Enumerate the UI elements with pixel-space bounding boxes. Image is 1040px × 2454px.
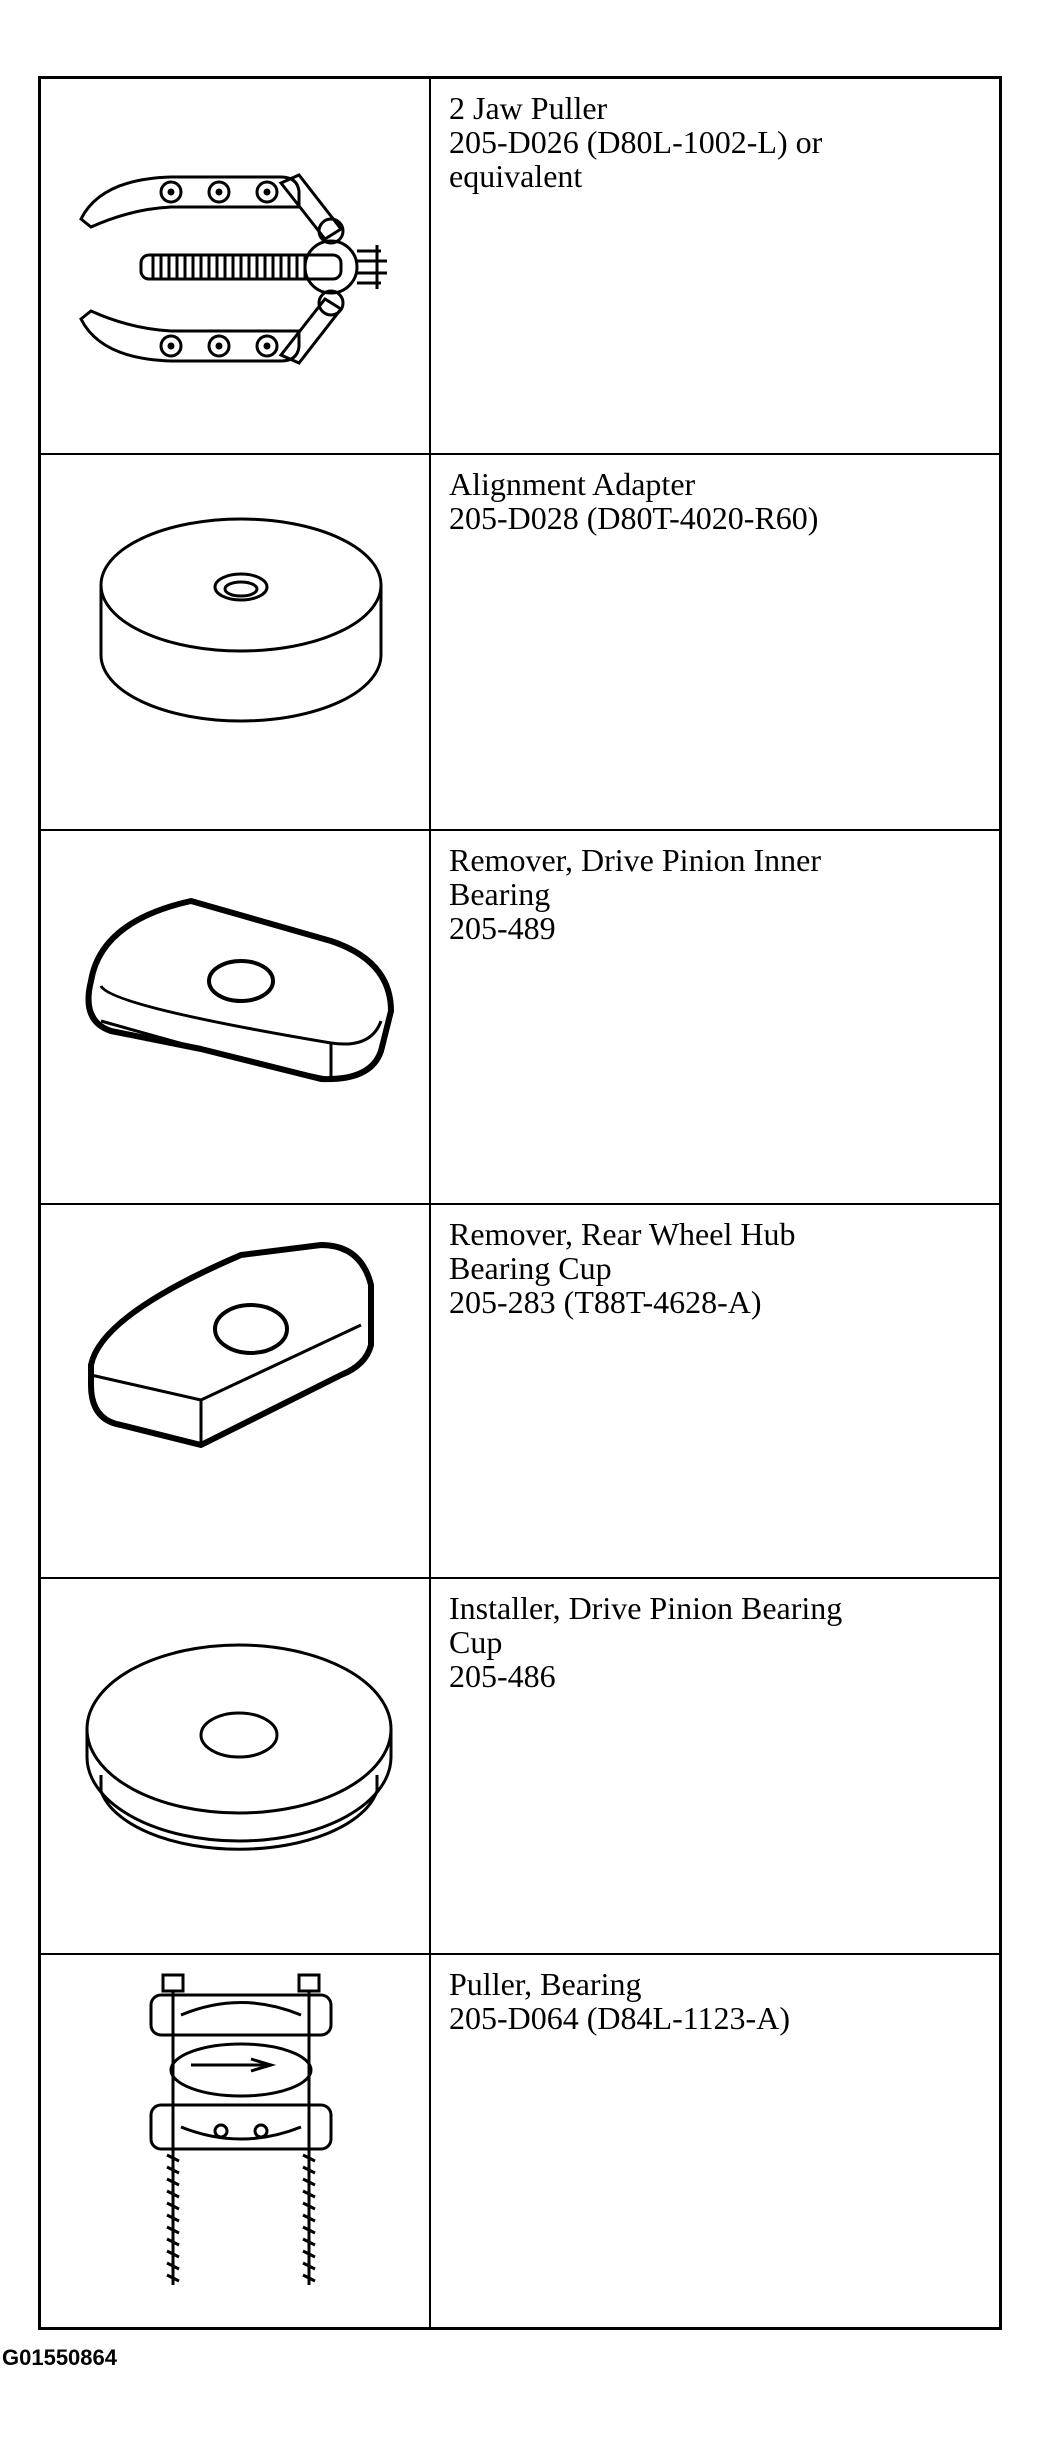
tool-number: 205-D064 (D84L-1123-A): [449, 2000, 790, 2036]
drive-pinion-bearing-cup-installer-icon: [41, 1579, 431, 1953]
special-tools-table: [38, 76, 1002, 2330]
tool-illustration-cell: [41, 1579, 431, 1953]
tool-row-two-jaw-puller: [41, 79, 999, 455]
alignment-adapter-icon: [41, 455, 431, 829]
tool-description: [449, 843, 983, 945]
tool-number: 205-D028 (D80T-4020-R60): [449, 500, 819, 536]
tool-illustration-cell: [41, 1955, 431, 2327]
rear-wheel-hub-bearing-cup-remover-icon: [41, 1205, 431, 1577]
tool-name-continued: Bearing Cup: [449, 1250, 612, 1286]
tool-description: [449, 1217, 983, 1319]
tool-row-alignment-adapter: [41, 455, 999, 831]
tool-row-drive-pinion-bearing-cup-installer: [41, 1579, 999, 1955]
tool-illustration-cell: [41, 79, 431, 453]
bearing-puller-icon: [41, 1955, 431, 2327]
tool-description: [449, 91, 983, 193]
tool-number: 205-D026 (D80L-1002-L) or: [449, 124, 823, 160]
tool-description: [449, 467, 983, 535]
tool-number: 205-489: [449, 910, 556, 946]
tool-row-drive-pinion-inner-bearing-remover: [41, 831, 999, 1205]
tool-row-rear-wheel-hub-bearing-cup-remover: [41, 1205, 999, 1579]
tool-name: Remover, Drive Pinion Inner: [449, 842, 821, 878]
tool-name: 2 Jaw Puller: [449, 90, 608, 126]
tool-name: Installer, Drive Pinion Bearing: [449, 1590, 843, 1626]
tool-number: 205-283 (T88T-4628-A): [449, 1284, 762, 1320]
tool-name: Puller, Bearing: [449, 1966, 642, 2002]
tool-illustration-cell: [41, 455, 431, 829]
tool-note: equivalent: [449, 158, 583, 194]
tool-row-bearing-puller: [41, 1955, 999, 2327]
tool-description: [449, 1967, 983, 2035]
tool-number: 205-486: [449, 1658, 556, 1694]
figure-id: G01550864: [2, 2345, 117, 2370]
tool-name-continued: Cup: [449, 1624, 503, 1660]
drive-pinion-inner-bearing-remover-icon: [41, 831, 431, 1203]
tool-name-continued: Bearing: [449, 876, 551, 912]
tool-name: Alignment Adapter: [449, 466, 696, 502]
two-jaw-puller-icon: [41, 79, 431, 453]
tool-illustration-cell: [41, 831, 431, 1203]
tool-description: [449, 1591, 983, 1693]
tool-illustration-cell: [41, 1205, 431, 1577]
tool-name: Remover, Rear Wheel Hub: [449, 1216, 796, 1252]
